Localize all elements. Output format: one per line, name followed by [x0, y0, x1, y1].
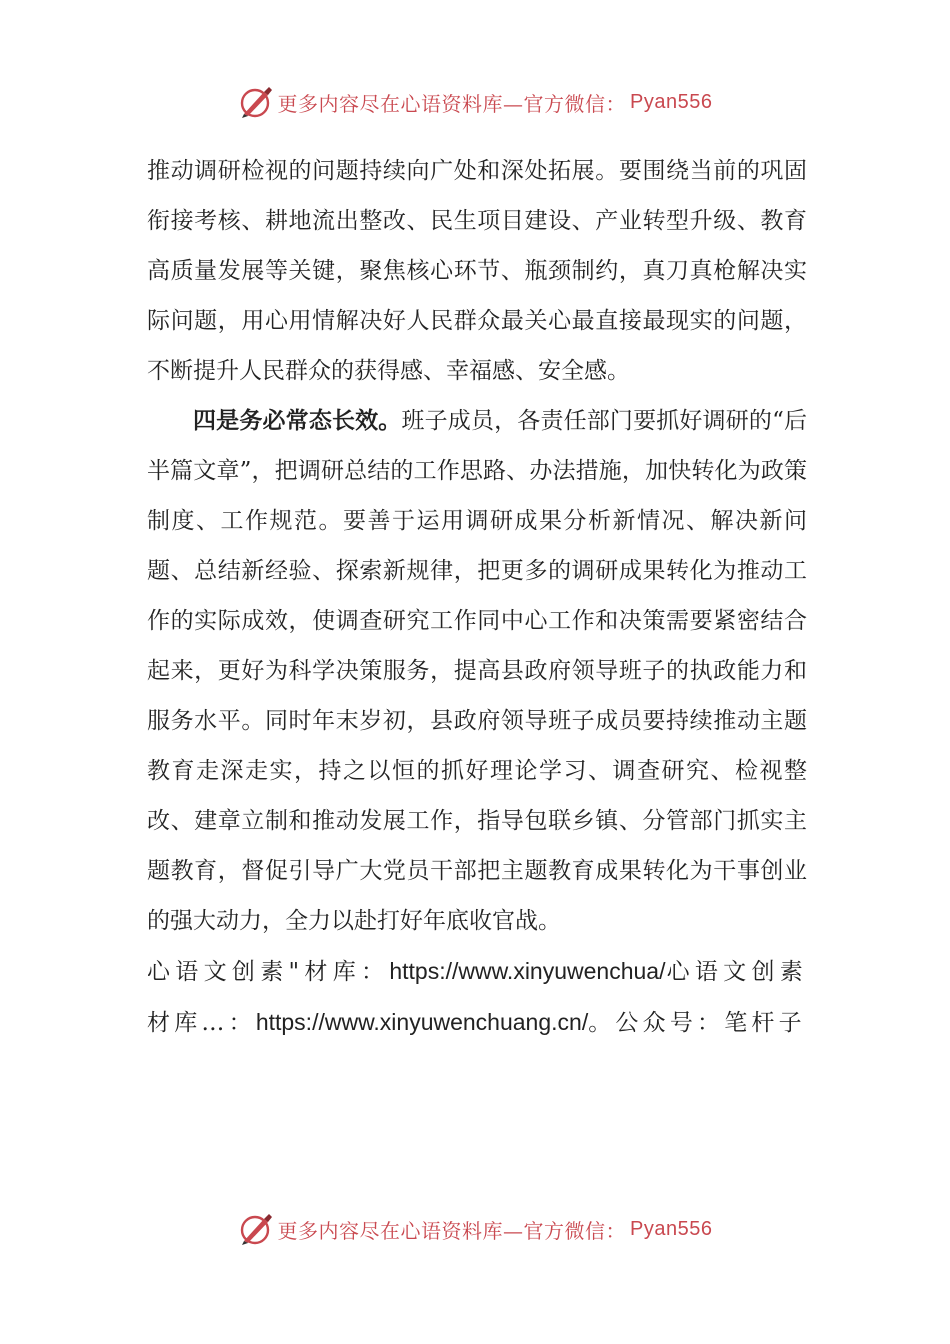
footer-wechat-id: Pyan556: [630, 1217, 713, 1240]
pen-logo-icon: [238, 84, 274, 120]
paragraph-3-prefix: 心语文创素"材库：: [147, 959, 390, 985]
footer-banner: [0, 1209, 950, 1249]
footer-slogan: 更多内容尽在心语资料库—官方微信：: [277, 1218, 627, 1243]
paragraph-1: 推动调研检视的问题持续向广处和深处拓展。要围绕当前的巩固衔接考核、耕地流出整改、民生项目建设、产业转型升级、教育高质量发展等关键，聚焦核心环节、瓶颈制约，真刀真枪解决实际问题，用心用情解决好人民群众最关心最直接最现实的问题，不断提升人民群众的获得感、幸福感、安全感。: [147, 158, 807, 384]
paragraph-3-suffix: 。公众号：笔杆子: [588, 1010, 806, 1036]
paragraph-3: [147, 946, 807, 1048]
link-url-2[interactable]: https://www.xinyuwenchuang.cn/: [255, 1009, 589, 1035]
paragraph-2-lead: 四是务必常态长效。: [193, 407, 402, 434]
paragraph-3-mid: 心语文创素材库…：: [147, 959, 807, 1036]
header-slogan: 更多内容尽在心语资料库—官方微信：: [277, 91, 627, 116]
link-url-1[interactable]: https://www.xinyuwenchua/: [389, 958, 666, 984]
header-wechat-id: Pyan556: [630, 90, 713, 113]
document-body: [147, 146, 807, 1048]
paragraph-2-text: 班子成员，各责任部门要抓好调研的“后半篇文章”，把调研总结的工作思路、办法措施，加快转化为政策制度、工作规范。要善于运用调研成果分析新情况、解决新问题、总结新经验、探索新规律，把更多的调研成果转化为推动工作的实际成效，使调查研究工作同中心工作和决策需要紧密结合起来，更好为科学决策服务，提高县政府领导班子的执政能力和服务水平。同时年末岁初，县政府领导班子成员要持续推动主题教育走深走实，持之以恒的抓好理论学习、调查研究、检视整改、建章立制和推动发展工作，指导包联乡镇、分管部门抓实主题教育，督促引导广大党员干部把主题教育成果转化为干事创业的强大动力，全力以赴打好年底收官战。: [147, 408, 807, 934]
paragraph-2: [147, 396, 807, 946]
header-banner: [0, 82, 950, 122]
pen-logo-icon: [238, 1211, 274, 1247]
